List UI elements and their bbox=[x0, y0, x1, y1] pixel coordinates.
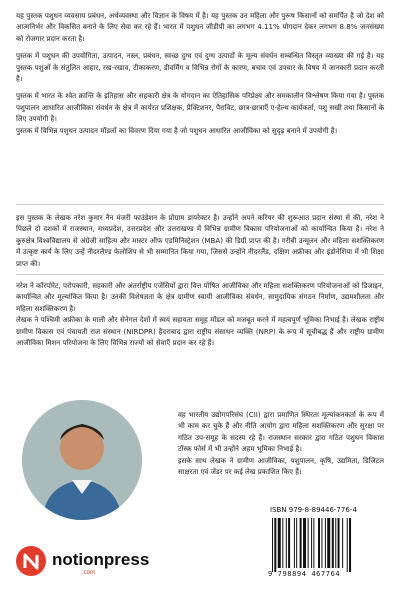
publisher-logo bbox=[16, 546, 150, 576]
intro-section bbox=[16, 10, 384, 136]
paragraph-1: यह पुस्तक पशुधन व्यवसाय प्रबंधन, अर्थव्यवस्था और विज्ञान के विषय में है। यह पुस्तक उन महिला और पुरूष किसानों को समर्पित है जो देश को आत्मनिर्भर और विकसित बनाने के लिए सेवा कर रहे हैं। भारत में पशुधन जीडीपी का लगभग 4.11% योगदान देकर लगभग 8.8% जनसंख्या को रोजगार प्रदान करता है। bbox=[16, 11, 384, 43]
divider bbox=[16, 204, 384, 205]
barcode-bar bbox=[303, 518, 306, 568]
barcode-bar bbox=[308, 518, 309, 568]
barcode-bar bbox=[296, 518, 297, 568]
barcode-bar bbox=[300, 518, 302, 568]
publisher-name: notionpress bbox=[52, 550, 150, 569]
barcode-bar bbox=[311, 518, 312, 568]
barcode-bar bbox=[335, 518, 336, 568]
barcode-bar bbox=[321, 518, 322, 568]
barcode-bar bbox=[349, 518, 351, 572]
author-photo bbox=[22, 400, 142, 520]
barcode-bar bbox=[278, 518, 281, 568]
paragraph-6: नरेश ने कॉरपोरेट, परोपकारी, सहकारी और अंतर्राष्ट्रीय एजेंसियों द्वारा वित्त पोषित आजीविका और महिला सशक्तिकरण परियोजनाओं को डिजाइन, कार्यान्वित और मूल्यांकित किया है। उनकी विशेषज्ञता के क्षेत्र ग्रामीण स्वायी आजीविका संवर्धन, सामुदायिक संगठन निर्माण, उद्यमशीलता और महिला सशक्तिकरण है। bbox=[16, 281, 384, 313]
barcode-bar bbox=[342, 518, 343, 568]
paragraph-7: लेखक ने पश्चिमी अफ्रीका के माली और सेनेगल देशों में स्वयं सहायता समूह मॉडल को मजबूत करने में महत्वपूर्ण भूमिका निभाई है। लेखक राष्ट्रीय ग्रामीण विकास एवं पंचायती राज संस्थान (NIRDPR) हैदराबाद द्वारा राष्ट्रीय संसाधन व्यक्ति (NRP) के रूप में सूचीबद्ध हैं और राष्ट्रीय ग्रामीण आजीविका मिशन परियोजना के लिए विभिन्न राज्यों को सेवाएँ प्रदान कर रहे हैं। bbox=[16, 315, 384, 348]
barcode-bar bbox=[313, 518, 314, 568]
isbn-label: ISBN 979-8-89446-776-4 bbox=[270, 506, 357, 514]
paragraph-5: इस पुस्तक के लेखक नरेश कुमार नैन मंजरी फाउंडेशन के प्रोग्राम डायरेक्टर है। उन्होंने अपने करियर की शुरूआत प्रदान संस्था से की, नरेश ने पिछले दो दशकों में राजस्थान, मध्यप्रदेश, उत्तरप्रदेश और उत्तराखण्ड में विभिन्न ग्रामीण विकास परियोजनाओं को कार्यान्वित किया है। नरेश ने कुरुक्षेत्र विश्वविद्यालय से अंग्रेजी साहित्य और मास्टर ऑफ एडमिनिस्ट्रेशन (MBA) की डिग्री प्राप्त की है। गरीबी उन्मूलन और महिला सशक्तिकरण में उत्कृष्ट कार्य के लिए उन्हें नीदरलैण्ड फेलोशिप से भी सम्मानित किया गया, जिससे उन्होंने नीदरलैंड, दक्षिण अफ्रीका और इंडोनेशिया में भी शिक्षा प्राप्त की। bbox=[16, 213, 384, 268]
barcode-bar bbox=[294, 518, 295, 568]
isbn-barcode bbox=[268, 506, 386, 588]
paragraph-9: इसके साथ लेखक ने ग्रामीण आजीविका, पशुपालन, कृषि, उद्यमिता, डिजिटल साक्षरता एवं जेंडर पर कई लेख प्रकाशित किए हैं। bbox=[178, 455, 384, 477]
barcode-bar bbox=[274, 518, 276, 572]
barcode-bar bbox=[332, 518, 334, 568]
author-credentials bbox=[178, 409, 384, 477]
author-bio bbox=[16, 212, 384, 348]
paragraph-3: पुस्तक में भारत के श्वेत क्रान्ति के इतिहास और सहकारी क्षेत्र के योगदान का ऐतिहासिक परिप्रेक्ष्य और समकालीन विश्लेषण किया गया है। पुस्तक पशुपालन आधारित आजीविका संवर्धन के क्षेत्र में कार्यरत प्रशिक्षक, प्रैक्टिशनर, पैराविट, छात्र-छात्राएँ ए-हेल्थ कार्यकर्ता, पशु सखी तथा किसानों के लिए उपयोगी है। bbox=[16, 91, 384, 124]
barcode-bar bbox=[288, 518, 290, 568]
barcode-bar bbox=[272, 518, 273, 572]
barcode-bar bbox=[327, 518, 330, 568]
publisher-domain: .com bbox=[82, 570, 96, 576]
barcode-bar bbox=[325, 518, 326, 568]
author-portrait-image bbox=[22, 400, 142, 520]
barcode-bar bbox=[338, 518, 340, 568]
barcode-bar bbox=[347, 518, 348, 572]
barcode-digits: 9 798894 467764 bbox=[268, 570, 341, 578]
paragraph-2: पुस्तक में पशुधन की उपयोगिता, उत्पादन, नस्ल, प्रबंधन, स्वच्छ दुग्ध एवं दुग्ध उत्पादों के मूल्य संवर्धन सम्बन्धित विस्तृत व्याख्या की गई है। यह पुस्तक पशुओं के संतुलित आहार, रख-रखाव, टीकाकरण, डीवर्मिंग व विभिन्न रोगों के कारण, बचाव एवं उपचार के विषय में जानकारी प्रदान करती है। bbox=[16, 51, 384, 84]
paragraph-4: पुस्तक में विभिन्न पशुधन उत्पादन मॉडलों का विवरण दिया गया है जो पशुधन आधारित आजीविका को सुदृढ़ बनाने में उपयोगी है। bbox=[16, 125, 338, 135]
paragraph-8: वह भारतीय उद्योगपरिसंघ (CII) द्वारा प्रमाणित स्थिरता मूल्यांकनकर्ता के रूप में भी काम कर चुके हैं और नीति आयोग द्वारा महिला सशक्तिकरण और सुरक्षा पर गठित उप-समूह के सदस्य रहे हैं। राजस्थान सरकार द्वारा गठित पशुधन विकास टॉस्क फोर्स में भी उन्होंने अहम भूमिका निभाई है। bbox=[178, 410, 384, 454]
barcode-bar bbox=[318, 518, 320, 568]
notionpress-logo-icon bbox=[16, 546, 46, 576]
barcode-bar bbox=[282, 518, 283, 568]
barcode-bar bbox=[286, 518, 287, 568]
barcode-icon bbox=[268, 518, 386, 572]
divider bbox=[16, 274, 384, 275]
